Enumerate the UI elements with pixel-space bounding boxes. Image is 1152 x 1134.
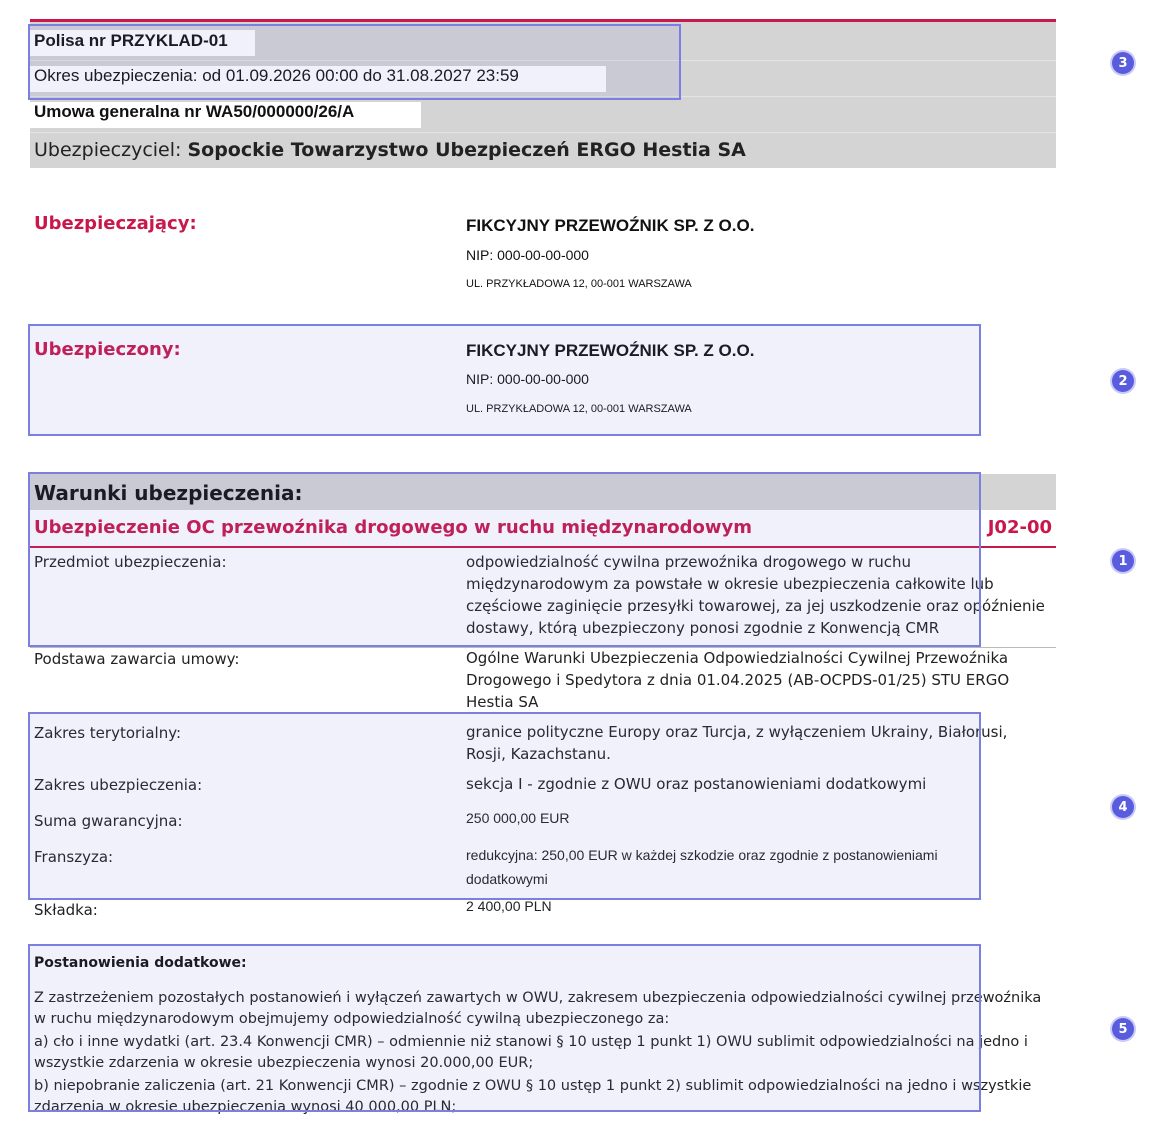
row-label-premium: Składka: [34,901,98,919]
product-code: J02-00 [987,517,1052,538]
insurance-period: Okres ubezpieczenia: od 01.09.2026 00:00 do 31.08.2027 23:59 [30,66,606,92]
provision-b: b) niepobranie zaliczenia (art. 21 Konwencji CMR) – zgodnie z OWU § 10 ustęp 1 punkt 2) sublimit odpowiedzialności na jedno i wszystkie zdarzenia w okresie ubezpieczenia wynosi 40 000,00 PLN; [34,1078,1032,1115]
policyholder-name: FIKCYJNY PRZEWOŹNIK SP. Z O.O. [466,216,755,235]
insured-nip: NIP: 000-00-00-000 [466,371,589,387]
insured-address: UL. PRZYKŁADOWA 12, 00-001 WARSZAWA [466,403,692,415]
row-label-sum: Suma gwarancyjna: [34,812,183,830]
policyholder-address: UL. PRZYKŁADOWA 12, 00-001 WARSZAWA [466,278,692,290]
insurer-name: Sopockie Towarzystwo Ubezpieczeń ERGO Hestia SA [187,139,746,161]
highlight-box-4[interactable] [28,712,981,900]
annotation-badge-1[interactable]: 1 [1112,550,1134,572]
conditions-title: Warunki ubezpieczenia: [34,481,303,505]
insured-name: FIKCYJNY PRZEWOŹNIK SP. Z O.O. [466,341,755,360]
row-value-sum: 250 000,00 EUR [466,810,570,826]
row-label-territory: Zakres terytorialny: [34,724,182,742]
row-value-basis: Ogólne Warunki Ubezpieczenia Odpowiedzialności Cywilnej Przewoźnika Drogowego i Spedytora z dnia 01.04.2025 (AB-OCPDS-01/25) STU ERGO Hestia SA [466,649,1010,711]
policy-number: Polisa nr PRZYKLAD-01 [30,30,255,56]
insurer-line [34,139,746,161]
row-value-premium: 2 400,00 PLN [466,898,552,914]
row-value-scope: sekcja I - zgodnie z OWU oraz postanowieniami dodatkowymi [466,775,927,793]
highlight-box-3[interactable] [28,24,681,100]
annotation-badge-2[interactable]: 2 [1112,370,1134,392]
policyholder-label: Ubezpieczający: [34,213,197,234]
provision-a: a) cło i inne wydatki (art. 23.4 Konwencji CMR) – odmiennie niż stanowi § 10 ustęp 1 punkt 1) OWU sublimit odpowiedzialności na jedno i wszystkie zdarzenia w okresie ubezpieczenia wynosi 20.000,00 EUR; [34,1034,1028,1071]
row-label-subject: Przedmiot ubezpieczenia: [34,553,227,571]
annotation-badge-5[interactable]: 5 [1112,1018,1134,1040]
row-label-scope: Zakres ubezpieczenia: [34,776,203,794]
highlight-box-5[interactable] [28,944,981,1112]
row-label-deductible: Franszyza: [34,848,114,866]
product-title: Ubezpieczenie OC przewoźnika drogowego w ruchu międzynarodowym [34,517,753,538]
insurer-label: Ubezpieczyciel: [34,139,188,161]
highlight-box-1[interactable] [28,472,981,647]
row-value-deductible: redukcyjna: 250,00 EUR w każdej szkodzie oraz zgodnie z postanowieniami dodatkowymi [466,847,938,887]
insured-label: Ubezpieczony: [34,339,181,360]
row-value-subject: odpowiedzialność cywilna przewoźnika drogowego w ruchu międzynarodowym za powstałe w okresie ubezpieczenia całkowite lub częściowe zaginięcie przesyłki towarowej, za jej uszkodzenie oraz opóźnienie dostawy, którą ubezpieczony ponosi zgodnie z Konwencją CMR [466,553,1045,637]
row-label-basis: Podstawa zawarcia umowy: [34,650,240,668]
annotation-badge-4[interactable]: 4 [1112,796,1134,818]
highlight-box-2[interactable] [28,324,981,436]
header-divider [30,132,1056,133]
provisions-title: Postanowienia dodatkowe: [34,955,247,971]
provisions-intro: Z zastrzeżeniem pozostałych postanowień i wyłączeń zawartych w OWU, zakresem ubezpieczenia odpowiedzialności cywilnej przewoźnika w ruchu międzynarodowym obejmujemy odpowiedzialność cywilną ubezpieczonego za: [34,990,1042,1027]
general-agreement: Umowa generalna nr WA50/000000/26/A [30,102,421,128]
row-value-territory: granice polityczne Europy oraz Turcja, z wyłączeniem Ukrainy, Białorusi, Rosji, Kazachstanu. [466,723,1008,763]
annotation-badge-3[interactable]: 3 [1112,52,1134,74]
policyholder-nip: NIP: 000-00-00-000 [466,247,589,263]
